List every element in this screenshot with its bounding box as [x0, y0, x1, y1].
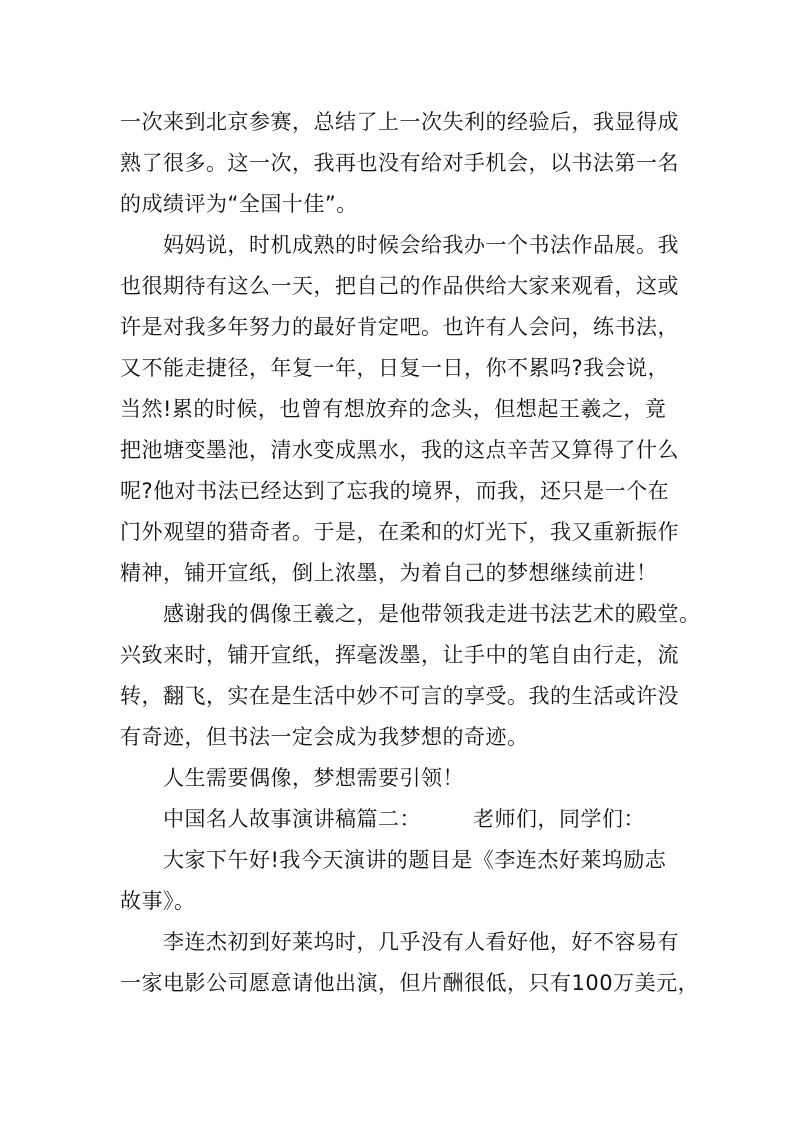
text-line: 精神，铺开宣纸，倒上浓墨，为着自己的梦想继续前进！: [120, 561, 658, 585]
text-line: [163, 799, 645, 839]
text-line: 熟了很多。这一次，我再也没有给对手机会，以书法第一名: [120, 151, 679, 175]
salutation: 老师们，同学们：: [473, 807, 645, 831]
text-line: 把池塘变墨池，清水变成黑水，我的这点辛苦又算得了什么: [120, 438, 679, 462]
text-line: 人生需要偶像，梦想需要引领！: [163, 766, 464, 790]
text-line: 感谢我的偶像王羲之，是他带领我走进书法艺术的殿堂。: [163, 602, 701, 626]
text-line: 许是对我多年努力的最好肯定吧。也许有人会问，练书法，: [120, 315, 679, 339]
text-line: 当然!累的时候，也曾有想放弃的念头，但想起王羲之，竟: [120, 397, 667, 421]
text-line: 一家电影公司愿意请他出演，但片酬很低，只有100万美元，: [120, 971, 700, 995]
text-line: 转，翻飞，实在是生活中妙不可言的享受。我的生活或许没: [120, 684, 679, 708]
text-line: 妈妈说，时机成熟的时候会给我办一个书法作品展。我: [163, 233, 679, 257]
text-line: 一次来到北京参赛，总结了上一次失利的经验后，我显得成: [120, 110, 679, 134]
text-line: 的成绩评为“全国十佳”。: [120, 192, 358, 216]
text-line: 也很期待有这么一天，把自己的作品供给大家来观看，这或: [120, 274, 679, 298]
text-line: 又不能走捷径，年复一年，日复一日，你不累吗?我会说，: [120, 356, 670, 380]
text-line: 大家下午好!我今天演讲的题目是《李连杰好莱坞励志: [163, 848, 667, 872]
text-line: 门外观望的猎奇者。于是，在柔和的灯光下，我又重新振作: [120, 520, 679, 544]
text-line: 李连杰初到好莱坞时，几乎没有人看好他，好不容易有: [163, 930, 679, 954]
text-line: 故事》。: [120, 889, 196, 913]
text-line: 兴致来时，铺开宣纸，挥毫泼墨，让手中的笔自由行走，流: [120, 643, 679, 667]
section-heading: 中国名人故事演讲稿篇二：: [163, 807, 421, 831]
text-line: 呢?他对书法已经达到了忘我的境界，而我，还只是一个在: [120, 479, 670, 503]
text-line: 有奇迹，但书法一定会成为我梦想的奇迹。: [120, 725, 529, 749]
